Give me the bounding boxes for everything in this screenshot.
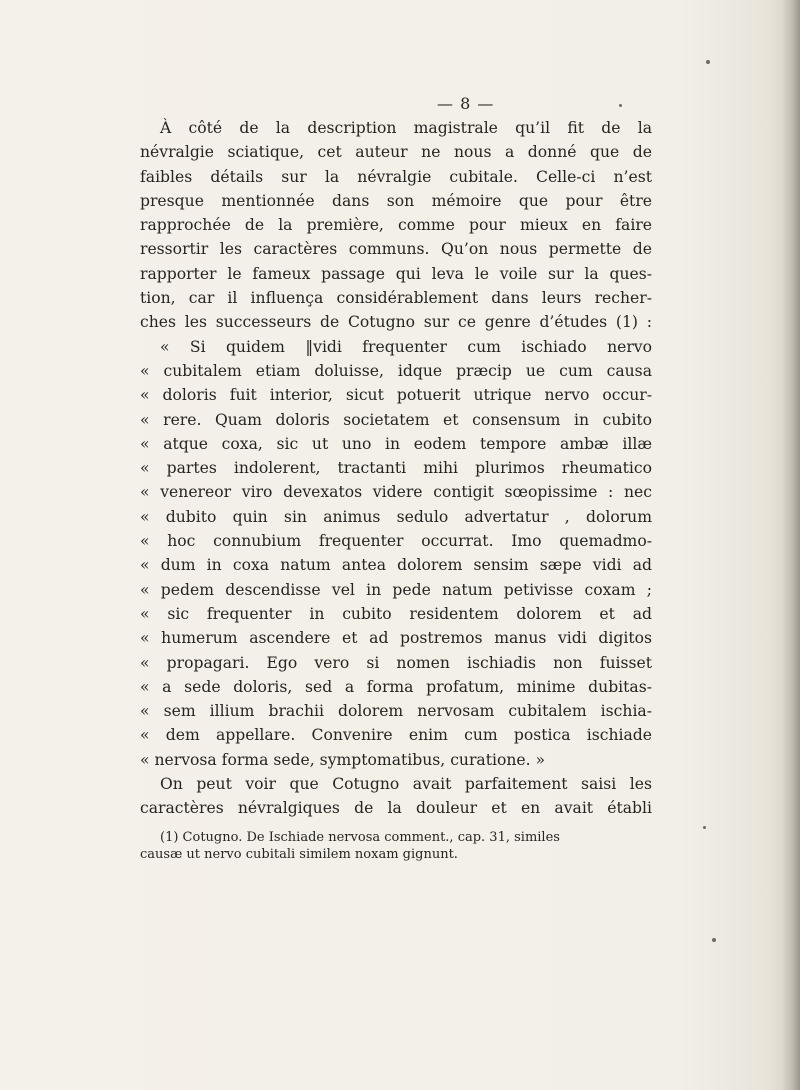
paper-speck bbox=[619, 104, 622, 107]
body-line: À côté de la description magistrale qu’il fit de la bbox=[160, 119, 652, 137]
footnote-line: (1) Cotugno. De Ischiade nervosa comment., cap. 31, similes bbox=[160, 830, 560, 845]
quote-line: « dem appellare. Convenire enim cum postica ischiade bbox=[140, 726, 652, 745]
body-line: rapprochée de la première, comme pour mieux en faire bbox=[140, 216, 652, 235]
body-line: tion, car il influença considérablement dans leurs recher- bbox=[140, 289, 652, 308]
quote-line: « hoc connubium frequenter occurrat. Imo quemadmo- bbox=[140, 532, 652, 551]
quote-line: « partes indolerent, tractanti mihi plurimos rheumatico bbox=[140, 459, 652, 478]
footnote-line: causæ ut nervo cubitali similem noxam gignunt. bbox=[140, 847, 458, 862]
quote-line: « venereor viro devexatos videre contigit sœopissime : nec bbox=[140, 483, 652, 502]
quote-line: « dum in coxa natum antea dolorem sensim sæpe vidi ad bbox=[140, 556, 652, 575]
body-line: ches les successeurs de Cotugno sur ce genre d’études (1) : bbox=[140, 313, 652, 332]
body-line: presque mentionnée dans son mémoire que pour être bbox=[140, 191, 652, 210]
quote-line: « Si quidem ‖vidi frequenter cum ischiado nervo bbox=[160, 337, 652, 356]
body-line: faibles détails sur la névralgie cubitale. Celle-ci n’est bbox=[140, 167, 652, 186]
quote-line: « atque coxa, sic ut uno in eodem tempore ambæ illæ bbox=[140, 434, 652, 453]
quote-line: « humerum ascendere et ad postremos manus vidi digitos bbox=[140, 629, 652, 648]
quote-line: « sic frequenter in cubito residentem dolorem et ad bbox=[140, 604, 652, 623]
body-text bbox=[140, 116, 652, 821]
footnote bbox=[140, 829, 652, 863]
body-line: névralgie sciatique, cet auteur ne nous a donné que de bbox=[140, 143, 652, 162]
body-line: ressortir les caractères communs. Qu’on nous permette de bbox=[140, 240, 652, 259]
paper-speck bbox=[703, 826, 706, 829]
paper-speck bbox=[706, 60, 710, 64]
page-number: — 8 — bbox=[437, 94, 495, 113]
quote-line: « dubito quin sin animus sedulo advertatur , dolorum bbox=[140, 507, 652, 526]
paper-speck bbox=[712, 938, 716, 942]
quote-line: « sem illium brachii dolorem nervosam cubitalem ischia- bbox=[140, 702, 652, 721]
quote-line: « rere. Quam doloris societatem et consensum in cubito bbox=[140, 410, 652, 429]
quote-line: « propagari. Ego vero si nomen ischiadis non fuisset bbox=[140, 653, 652, 672]
page-edge-shadow bbox=[782, 0, 800, 1090]
quote-line: « pedem descendisse vel in pede natum petivisse coxam ; bbox=[140, 580, 652, 599]
quote-line: « nervosa forma sede, symptomatibus, curatione. » bbox=[140, 750, 546, 769]
quote-line: « cubitalem etiam doluisse, idque præcip ue cum causa bbox=[140, 361, 652, 380]
body-line: caractères névralgiques de la douleur et en avait établi bbox=[140, 799, 652, 818]
quote-line: « doloris fuit interior, sicut potuerit utrique nervo occur- bbox=[140, 386, 652, 405]
body-line: rapporter le fameux passage qui leva le voile sur la ques- bbox=[140, 264, 652, 283]
quote-line: « a sede doloris, sed a forma profatum, minime dubitas- bbox=[140, 677, 652, 696]
body-line: On peut voir que Cotugno avait parfaitement saisi les bbox=[160, 775, 652, 794]
